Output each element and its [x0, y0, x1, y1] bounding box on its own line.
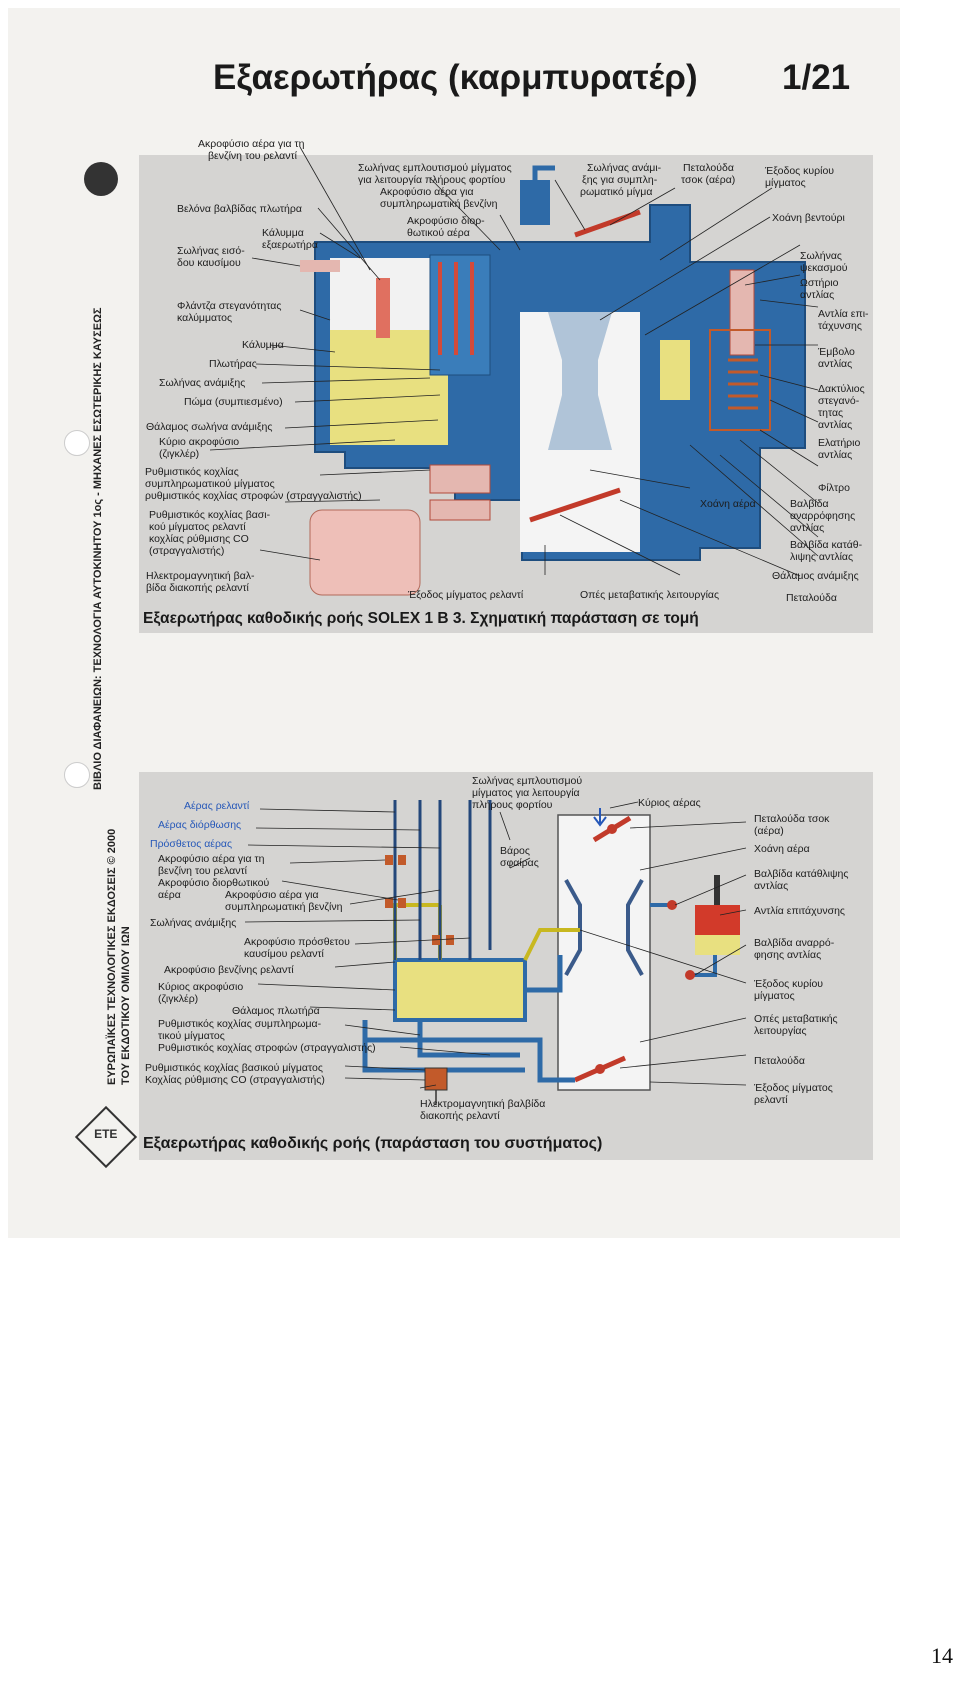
label-correction-jet-1: Ακροφύσιο διορ- — [407, 215, 485, 227]
publisher-line-1: ΕΥΡΩΠΑΪΚΕΣ ΤΕΧΝΟΛΟΓΙΚΕΣ ΕΚΔΟΣΕΙΣ © 2000 — [106, 828, 118, 1085]
label-injector-2: ψεκασμού — [800, 262, 848, 274]
label-choke-1: Πεταλούδα — [683, 162, 734, 174]
label-plug: Πώμα (συμπιεσμένο) — [184, 396, 283, 408]
label-mixture-screw-1: Ρυθμιστικός κοχλίας — [145, 466, 239, 478]
label2-co-screw: Κοχλίας ρύθμισης CO (στραγγαλιστής) — [145, 1074, 325, 1086]
label-mixture-screw-2: συμπληρωματικού μίγματος — [145, 478, 275, 490]
page-label: 1/21 — [782, 58, 851, 97]
label-idle-air-jet-1: Ακροφύσιο αέρα για τη — [198, 138, 305, 150]
label-seal-2: στεγανό- — [818, 395, 860, 407]
label2-transition-2: λειτουργίας — [754, 1025, 807, 1037]
label-fuel-inlet-1: Σωλήνας εισό- — [177, 245, 245, 257]
label-main-outlet-2: μίγματος — [765, 177, 806, 189]
label-solenoid-2: βίδα διακοπής ρελαντί — [146, 582, 249, 594]
label-idle-air: Αέρας ρελαντί — [184, 800, 250, 812]
label-filter: Φίλτρο — [818, 482, 850, 494]
label-air-funnel: Χοάνη αέρα — [700, 498, 756, 510]
label-supp-tube-2: ξης για συμπλη- — [582, 174, 658, 186]
label-base-screw-2: κού μίγματος ρελαντί — [149, 521, 246, 533]
label-accel-pump-2: τάχυνσης — [818, 320, 862, 332]
label2-mixture-screw-1: Ρυθμιστικός κοχλίας συμπληρωμα- — [158, 1018, 322, 1030]
label2-float-chamber: Θάλαμος πλωτήρα — [232, 1005, 320, 1017]
label-emulsion-tube: Σωλήνας ανάμιξης — [159, 377, 246, 389]
diagram-2-caption: Εξαερωτήρας καθοδικής ροής (παράσταση του συστήματος) — [143, 1135, 603, 1152]
label-emulsion-well: Θάλαμος σωλήνα ανάμιξης — [146, 421, 273, 433]
label2-main-jet-1: Κύριος ακροφύσιο — [158, 981, 244, 993]
label2-idle-speed-screw: Ρυθμιστικός κοχλίας στροφών (στραγγαλιστής) — [158, 1042, 376, 1054]
label2-choke-1: Πεταλούδα τσοκ — [754, 813, 830, 825]
label-additional-air: Πρόσθετος αέρας — [150, 838, 233, 850]
label-idle-exit: Έξοδος μίγματος ρελαντί — [408, 589, 524, 601]
label-solenoid-1: Ηλεκτρομαγνητική βαλ- — [146, 570, 255, 582]
label2-transition-1: Οπές μεταβατικής — [754, 1013, 838, 1025]
label-mixing-chamber: Θάλαμος ανάμιξης — [772, 570, 859, 582]
accel-pump-fuel — [695, 935, 740, 955]
label-venturi: Χοάνη βεντούρι — [772, 212, 845, 224]
label2-suction-valve-2: φησης αντλίας — [754, 949, 822, 961]
label2-idle-fuel-jet: Ακροφύσιο βενζίνης ρελαντί — [164, 964, 294, 976]
mixture-channels — [395, 905, 580, 960]
label2-air-funnel: Χοάνη αέρα — [754, 843, 810, 855]
page-title: Εξαερωτήρας (καρμπυρατέρ) — [213, 58, 698, 97]
label-injector-1: Σωλήνας — [800, 250, 842, 262]
label-choke-2: τσοκ (αέρα) — [681, 174, 736, 186]
label2-choke-2: (αέρα) — [754, 825, 784, 837]
publisher-line-2: ΤΟΥ ΕΚΔΟΤΙΚΟΥ ΟΜΙΛΟΥ ΙΩΝ — [120, 926, 132, 1085]
label2-accel-pump: Αντλία επιτάχυνσης — [754, 905, 845, 917]
label-spring-2: αντλίας — [818, 449, 853, 461]
label-suction-valve-1: Βαλβίδα — [790, 498, 829, 510]
label2-enrichment-2: μίγματος για λειτουργία — [472, 787, 580, 799]
label2-delivery-valve-1: Βαλβίδα κατάθλιψης — [754, 868, 849, 880]
label-suction-valve-3: αντλίας — [790, 522, 825, 534]
label-pushrod-2: αντλίας — [800, 289, 835, 301]
label2-supp-jet-1: Ακροφύσιο αέρα για — [225, 889, 319, 901]
ete-logo-icon: ΕΤΕ — [75, 1106, 137, 1168]
label2-idle-exit-1: Έξοδος μίγματος — [754, 1082, 833, 1094]
label2-additional-jet-1: Ακροφύσιο πρόσθετου — [244, 936, 350, 948]
label-delivery-valve-1: Βαλβίδα κατάθ- — [790, 539, 863, 551]
float-chamber-2 — [395, 960, 525, 1020]
label2-suction-valve-1: Βαλβίδα αναρρό- — [754, 937, 835, 949]
label2-main-outlet-2: μίγματος — [754, 990, 795, 1002]
label2-solenoid-1: Ηλεκτρομαγνητική βαλβίδα — [420, 1098, 546, 1110]
label-spring-1: Ελατήριο — [818, 437, 861, 449]
label2-idle-exit-2: ρελαντί — [754, 1094, 788, 1106]
label-seal-3: τητας — [818, 407, 844, 419]
label2-supp-jet-2: συμπληρωματική βενζίνη — [225, 901, 343, 913]
accel-pump-2 — [695, 905, 740, 935]
label2-ball-weight-2: σφαίρας — [500, 857, 539, 869]
label2-ball-weight-1: Βάρος — [500, 845, 530, 857]
label-co-screw-1: κοχλίας ρύθμισης CO — [149, 533, 249, 545]
label-pushrod-1: Ωστήριο — [800, 277, 839, 289]
label2-additional-jet-2: καυσίμου ρελαντί — [244, 948, 324, 960]
suction-valve-2 — [685, 970, 695, 980]
barrel — [558, 815, 650, 1090]
label2-main-outlet-1: Έξοδος κυρίου — [754, 978, 824, 990]
label2-main-jet-2: (ζιγκλέρ) — [158, 993, 199, 1005]
label-piston-1: Έμβολο — [818, 346, 855, 358]
label-float-needle: Βελόνα βαλβίδας πλωτήρα — [177, 203, 302, 215]
label-main-outlet-1: Έξοδος κυρίου — [765, 165, 835, 177]
label-base-screw-1: Ρυθμιστικός κοχλίας βασι- — [149, 509, 271, 521]
air-tubes — [395, 800, 490, 960]
label-fuel-inlet-2: δου καυσίμου — [177, 257, 241, 269]
label-suction-valve-2: αναρρόφησης — [790, 510, 856, 522]
label-enrichment-1: Σωλήνας εμπλουτισμού μίγματος — [358, 162, 512, 174]
label-supp-air-jet-2: συμπληρωματική βενζίνη — [380, 198, 498, 210]
label2-correction-jet-2: αέρα — [158, 889, 181, 901]
label-piston-2: αντλίας — [818, 358, 853, 370]
label2-correction-jet-1: Ακροφύσιο διορθωτικού — [158, 877, 270, 889]
label2-emulsion-tube: Σωλήνας ανάμιξης — [150, 917, 237, 929]
label-enrichment-2: για λειτουργία πλήρους φορτίου — [358, 174, 506, 186]
label-gasket-1: Φλάντζα στεγανότητας — [177, 300, 282, 312]
label-transition-holes: Οπές μεταβατικής λειτουργίας — [580, 589, 720, 601]
label-seal-4: αντλίας — [818, 419, 853, 431]
label-main-jet-2: (ζιγκλέρ) — [159, 448, 200, 460]
label-delivery-valve-2: λιψης αντλίας — [790, 551, 854, 563]
label2-idle-air-jet-1: Ακροφύσιο αέρα για τη — [158, 853, 265, 865]
label-throttle: Πεταλούδα — [786, 592, 837, 604]
label2-enrichment-3: πλήρους φορτίου — [472, 799, 553, 811]
label2-base-screw: Ρυθμιστικός κοχλίας βασικού μίγματος — [145, 1062, 323, 1074]
label2-delivery-valve-2: αντλίας — [754, 880, 789, 892]
label2-idle-air-jet-2: βενζίνη του ρελαντί — [158, 865, 247, 877]
label-supp-tube-3: ρωματικό μίγμα — [580, 186, 653, 198]
label-correction-air: Αέρας διόρθωσης — [158, 819, 242, 831]
label-correction-jet-2: θωτικού αέρα — [407, 227, 470, 239]
label-accel-pump-1: Αντλία επι- — [818, 308, 869, 320]
label-supp-air-jet-1: Ακροφύσιο αέρα για — [380, 186, 474, 198]
label-cover-1: Κάλυμμα — [262, 227, 304, 239]
diagram-1-caption: Εξαερωτήρας καθοδικής ροής SOLEX 1 B 3. Σχηματική παράσταση σε τομή — [143, 610, 699, 627]
label-float: Πλωτήρας — [209, 358, 257, 370]
label-main-jet-1: Κύριο ακροφύσιο — [159, 436, 240, 448]
label2-mixture-screw-2: τικού μίγματος — [158, 1030, 225, 1042]
pump-rod-2 — [714, 875, 720, 905]
throttle-pivot — [595, 1064, 605, 1074]
label2-solenoid-2: διακοπής ρελαντί — [420, 1110, 500, 1122]
page-number: 14 — [931, 1643, 953, 1668]
label-cover-2: εξαερωτήρα — [262, 239, 318, 251]
label-idle-air-jet-2: βενζίνη του ρελαντί — [208, 150, 297, 162]
side-text: ΒΙΒΛΙΟ ΔΙΑΦΑΝΕΙΩΝ: ΤΕΧΝΟΛΟΓΙΑ ΑΥΤΟΚΙΝΗΤΟΥ 1ος - ΜΗΧΑΝΕΣ ΕΣΩΤΕΡΙΚΗΣ ΚΑΥΣΕΩΣ — [92, 307, 104, 790]
label2-throttle: Πεταλούδα — [754, 1055, 805, 1067]
label2-main-air: Κύριος αέρας — [638, 797, 701, 809]
label-co-screw-2: (στραγγαλιστής) — [149, 545, 225, 557]
label-supp-tube-1: Σωλήνας ανάμι- — [587, 162, 662, 174]
label-cover-lower: Κάλυμμα — [242, 339, 284, 351]
label-idle-speed-screw: ρυθμιστικός κοχλίας στροφών (στραγγαλιστής) — [145, 490, 362, 502]
label-seal-1: Δακτύλιος — [818, 383, 865, 395]
label-gasket-2: καλύμματος — [177, 312, 233, 324]
label2-enrichment-1: Σωλήνας εμπλουτισμού — [472, 775, 583, 787]
choke-pivot — [607, 824, 617, 834]
